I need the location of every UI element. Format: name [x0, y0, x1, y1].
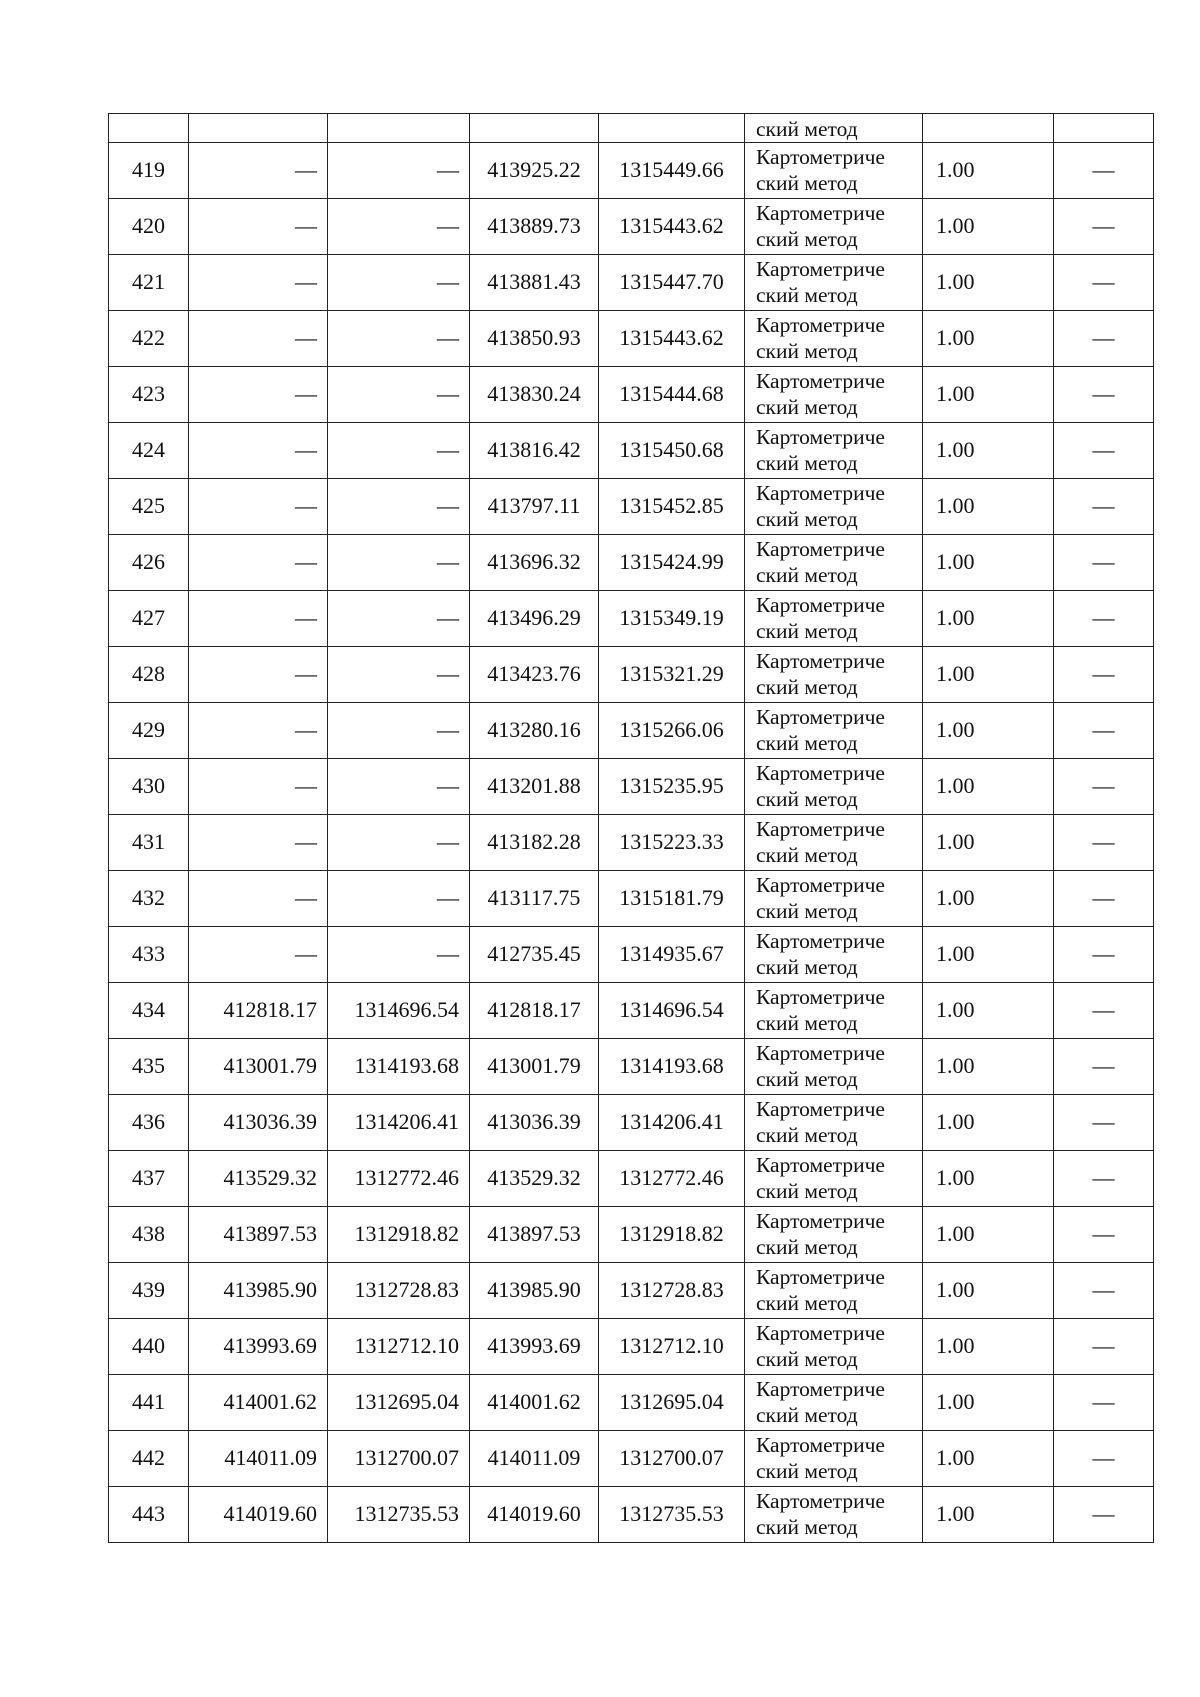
cell-note: — [1054, 591, 1154, 647]
cell-y-refined: 1312695.04 [599, 1375, 745, 1431]
cell-method: ский метод [745, 114, 923, 143]
cell-x-refined: 413897.53 [470, 1207, 599, 1263]
cell-point-number: 440 [109, 1319, 189, 1375]
cell-point-number: 426 [109, 535, 189, 591]
table-row [109, 143, 1154, 199]
cell-y-refined: 1315444.68 [599, 367, 745, 423]
cell-x-existing: — [189, 255, 328, 311]
cell-y-refined: 1315181.79 [599, 871, 745, 927]
table-row [109, 311, 1154, 367]
table-row [109, 871, 1154, 927]
table-row [109, 647, 1154, 703]
table-row [109, 1095, 1154, 1151]
cell-point-number: 427 [109, 591, 189, 647]
cell-y-refined: 1312772.46 [599, 1151, 745, 1207]
cell-x-refined: 413117.75 [470, 871, 599, 927]
cell-x-existing: — [189, 311, 328, 367]
cell-point-number: 434 [109, 983, 189, 1039]
cell-note: — [1054, 647, 1154, 703]
cell-x-existing: 414011.09 [189, 1431, 328, 1487]
cell-accuracy: 1.00 [923, 1039, 1054, 1095]
cell-method: Картометриче ский метод [745, 1151, 923, 1207]
cell-y-existing: — [328, 367, 470, 423]
cell-accuracy: 1.00 [923, 1375, 1054, 1431]
cell-note: — [1054, 143, 1154, 199]
cell-x-refined: 414019.60 [470, 1487, 599, 1543]
cell-y-existing: 1312918.82 [328, 1207, 470, 1263]
cell-y-existing: — [328, 871, 470, 927]
cell-x-refined: 414001.62 [470, 1375, 599, 1431]
cell-y-existing: — [328, 759, 470, 815]
cell-method: Картометриче ский метод [745, 759, 923, 815]
cell-accuracy: 1.00 [923, 815, 1054, 871]
cell-accuracy: 1.00 [923, 759, 1054, 815]
cell-note: — [1054, 871, 1154, 927]
cell-x-existing: 413036.39 [189, 1095, 328, 1151]
table-row [109, 1319, 1154, 1375]
cell-y-refined: 1315223.33 [599, 815, 745, 871]
cell-y-refined: 1315321.29 [599, 647, 745, 703]
table-row [109, 199, 1154, 255]
cell-note: — [1054, 479, 1154, 535]
cell-y-existing: — [328, 311, 470, 367]
cell-method: Картометриче ский метод [745, 1095, 923, 1151]
cell-method: Картометриче ский метод [745, 1487, 923, 1543]
cell-accuracy: 1.00 [923, 423, 1054, 479]
cell-point-number: 421 [109, 255, 189, 311]
cell-x-existing: — [189, 199, 328, 255]
cell-accuracy: 1.00 [923, 647, 1054, 703]
cell-point-number: 433 [109, 927, 189, 983]
cell-x-existing: — [189, 367, 328, 423]
cell-y-refined: 1315266.06 [599, 703, 745, 759]
cell-method: Картометриче ский метод [745, 927, 923, 983]
cell-method: Картометриче ский метод [745, 535, 923, 591]
cell-accuracy: 1.00 [923, 1095, 1054, 1151]
table-row [109, 759, 1154, 815]
cell-y-refined: 1315452.85 [599, 479, 745, 535]
cell-accuracy: 1.00 [923, 927, 1054, 983]
cell-x-refined: 413280.16 [470, 703, 599, 759]
table-row [109, 1207, 1154, 1263]
cell-point-number: 423 [109, 367, 189, 423]
cell-note: — [1054, 1375, 1154, 1431]
cell-x-refined: 413993.69 [470, 1319, 599, 1375]
cell-y-refined: 1315443.62 [599, 199, 745, 255]
cell-y-existing: 1312728.83 [328, 1263, 470, 1319]
cell-point-number: 431 [109, 815, 189, 871]
cell-method: Картометриче ский метод [745, 591, 923, 647]
table-row [109, 255, 1154, 311]
cell-point-number: 422 [109, 311, 189, 367]
cell-point-number: 428 [109, 647, 189, 703]
cell-method: Картометриче ский метод [745, 1263, 923, 1319]
cell-y-refined: 1314696.54 [599, 983, 745, 1039]
table-row [109, 1263, 1154, 1319]
cell-method: Картометриче ский метод [745, 703, 923, 759]
cell-note: — [1054, 1095, 1154, 1151]
cell-note: — [1054, 199, 1154, 255]
cell-y-refined: 1314935.67 [599, 927, 745, 983]
cell-x-refined: 413201.88 [470, 759, 599, 815]
cell-x-refined [470, 114, 599, 143]
cell-x-refined: 412818.17 [470, 983, 599, 1039]
cell-x-refined: 413816.42 [470, 423, 599, 479]
cell-accuracy: 1.00 [923, 871, 1054, 927]
cell-note: — [1054, 759, 1154, 815]
cell-note: — [1054, 1431, 1154, 1487]
cell-method: Картометриче ский метод [745, 255, 923, 311]
cell-note: — [1054, 1263, 1154, 1319]
cell-y-existing: — [328, 927, 470, 983]
cell-x-refined: 414011.09 [470, 1431, 599, 1487]
cell-note: — [1054, 311, 1154, 367]
cell-accuracy: 1.00 [923, 311, 1054, 367]
cell-x-existing: — [189, 591, 328, 647]
cell-point-number: 432 [109, 871, 189, 927]
cell-accuracy: 1.00 [923, 1487, 1054, 1543]
cell-y-refined: 1312712.10 [599, 1319, 745, 1375]
cell-x-existing: — [189, 143, 328, 199]
cell-y-existing: — [328, 143, 470, 199]
cell-point-number [109, 114, 189, 143]
cell-point-number: 441 [109, 1375, 189, 1431]
cell-method: Картометриче ский метод [745, 367, 923, 423]
cell-x-existing: 413001.79 [189, 1039, 328, 1095]
cell-point-number: 424 [109, 423, 189, 479]
cell-x-existing: — [189, 647, 328, 703]
cell-note: — [1054, 815, 1154, 871]
table-row [109, 1151, 1154, 1207]
cell-method: Картометриче ский метод [745, 199, 923, 255]
cell-x-refined: 413850.93 [470, 311, 599, 367]
cell-point-number: 443 [109, 1487, 189, 1543]
table-row [109, 1375, 1154, 1431]
cell-point-number: 438 [109, 1207, 189, 1263]
cell-note: — [1054, 703, 1154, 759]
cell-note: — [1054, 255, 1154, 311]
cell-x-refined: 413889.73 [470, 199, 599, 255]
cell-note: — [1054, 1151, 1154, 1207]
cell-x-existing: 413993.69 [189, 1319, 328, 1375]
cell-x-existing: 413985.90 [189, 1263, 328, 1319]
cell-x-existing: 413529.32 [189, 1151, 328, 1207]
cell-y-refined: 1315235.95 [599, 759, 745, 815]
cell-note: — [1054, 983, 1154, 1039]
cell-accuracy: 1.00 [923, 591, 1054, 647]
cell-x-refined: 413925.22 [470, 143, 599, 199]
cell-y-existing [328, 114, 470, 143]
cell-x-existing: — [189, 703, 328, 759]
cell-accuracy: 1.00 [923, 143, 1054, 199]
cell-accuracy: 1.00 [923, 255, 1054, 311]
cell-x-refined: 413881.43 [470, 255, 599, 311]
cell-accuracy: 1.00 [923, 1207, 1054, 1263]
cell-y-refined: 1315443.62 [599, 311, 745, 367]
cell-method: Картометриче ский метод [745, 1319, 923, 1375]
cell-point-number: 420 [109, 199, 189, 255]
cell-method: Картометриче ский метод [745, 871, 923, 927]
cell-note: — [1054, 927, 1154, 983]
cell-accuracy: 1.00 [923, 1263, 1054, 1319]
cell-y-refined: 1312735.53 [599, 1487, 745, 1543]
cell-accuracy [923, 114, 1054, 143]
cell-y-refined: 1315424.99 [599, 535, 745, 591]
cell-x-existing: 412818.17 [189, 983, 328, 1039]
cell-x-refined: 413797.11 [470, 479, 599, 535]
cell-y-existing: — [328, 703, 470, 759]
cell-accuracy: 1.00 [923, 479, 1054, 535]
cell-x-refined: 413830.24 [470, 367, 599, 423]
cell-y-existing: 1312772.46 [328, 1151, 470, 1207]
cell-y-refined: 1315349.19 [599, 591, 745, 647]
cell-x-refined: 413496.29 [470, 591, 599, 647]
cell-point-number: 419 [109, 143, 189, 199]
cell-x-refined: 412735.45 [470, 927, 599, 983]
cell-y-existing: — [328, 815, 470, 871]
cell-method: Картометриче ский метод [745, 311, 923, 367]
table-row [109, 1039, 1154, 1095]
table-row [109, 591, 1154, 647]
cell-note: — [1054, 1487, 1154, 1543]
cell-y-refined: 1312728.83 [599, 1263, 745, 1319]
cell-note: — [1054, 1319, 1154, 1375]
cell-y-existing: — [328, 199, 470, 255]
cell-note: — [1054, 423, 1154, 479]
cell-method: Картометриче ский метод [745, 423, 923, 479]
cell-x-refined: 413696.32 [470, 535, 599, 591]
cell-x-existing: — [189, 927, 328, 983]
cell-method: Картометриче ский метод [745, 1207, 923, 1263]
table-row [109, 703, 1154, 759]
cell-x-existing: 414019.60 [189, 1487, 328, 1543]
cell-y-refined: 1315447.70 [599, 255, 745, 311]
cell-point-number: 425 [109, 479, 189, 535]
cell-x-existing: — [189, 871, 328, 927]
table-row [109, 367, 1154, 423]
cell-y-existing: — [328, 647, 470, 703]
cell-y-existing: 1314193.68 [328, 1039, 470, 1095]
cell-y-existing: — [328, 479, 470, 535]
cell-method: Картометриче ский метод [745, 1039, 923, 1095]
cell-x-existing: — [189, 759, 328, 815]
cell-y-refined: 1312918.82 [599, 1207, 745, 1263]
cell-y-existing: — [328, 535, 470, 591]
cell-x-existing: — [189, 423, 328, 479]
cell-method: Картометриче ский метод [745, 647, 923, 703]
table-row [109, 815, 1154, 871]
cell-point-number: 430 [109, 759, 189, 815]
table-row-continued [109, 114, 1154, 143]
cell-y-existing: — [328, 423, 470, 479]
cell-x-existing: — [189, 479, 328, 535]
cell-y-existing: — [328, 591, 470, 647]
cell-y-existing: 1314206.41 [328, 1095, 470, 1151]
cell-y-existing: 1314696.54 [328, 983, 470, 1039]
cell-y-existing: 1312712.10 [328, 1319, 470, 1375]
table-row [109, 479, 1154, 535]
table-row [109, 1431, 1154, 1487]
table-row [109, 1487, 1154, 1543]
cell-x-existing: 414001.62 [189, 1375, 328, 1431]
cell-point-number: 442 [109, 1431, 189, 1487]
cell-method: Картометриче ский метод [745, 1375, 923, 1431]
cell-method: Картометриче ский метод [745, 479, 923, 535]
cell-y-refined [599, 114, 745, 143]
cell-method: Картометриче ский метод [745, 143, 923, 199]
cell-x-refined: 413529.32 [470, 1151, 599, 1207]
cell-accuracy: 1.00 [923, 1151, 1054, 1207]
cell-point-number: 436 [109, 1095, 189, 1151]
cell-method: Картометриче ский метод [745, 983, 923, 1039]
cell-point-number: 439 [109, 1263, 189, 1319]
cell-y-refined: 1314193.68 [599, 1039, 745, 1095]
cell-x-existing [189, 114, 328, 143]
table-row [109, 927, 1154, 983]
cell-y-existing: 1312695.04 [328, 1375, 470, 1431]
cell-x-existing: 413897.53 [189, 1207, 328, 1263]
cell-y-refined: 1314206.41 [599, 1095, 745, 1151]
cell-x-refined: 413036.39 [470, 1095, 599, 1151]
coordinates-table [108, 113, 1154, 1543]
cell-note [1054, 114, 1154, 143]
cell-note: — [1054, 1207, 1154, 1263]
cell-accuracy: 1.00 [923, 703, 1054, 759]
cell-accuracy: 1.00 [923, 983, 1054, 1039]
cell-note: — [1054, 535, 1154, 591]
table-row [109, 423, 1154, 479]
cell-x-refined: 413001.79 [470, 1039, 599, 1095]
cell-point-number: 429 [109, 703, 189, 759]
table-row [109, 983, 1154, 1039]
cell-y-existing: — [328, 255, 470, 311]
table-body [109, 114, 1154, 1543]
cell-note: — [1054, 367, 1154, 423]
cell-y-existing: 1312735.53 [328, 1487, 470, 1543]
cell-y-refined: 1315449.66 [599, 143, 745, 199]
table-row [109, 535, 1154, 591]
cell-y-refined: 1315450.68 [599, 423, 745, 479]
cell-accuracy: 1.00 [923, 367, 1054, 423]
cell-accuracy: 1.00 [923, 1431, 1054, 1487]
cell-accuracy: 1.00 [923, 199, 1054, 255]
cell-y-existing: 1312700.07 [328, 1431, 470, 1487]
cell-point-number: 435 [109, 1039, 189, 1095]
cell-y-refined: 1312700.07 [599, 1431, 745, 1487]
cell-x-refined: 413423.76 [470, 647, 599, 703]
cell-accuracy: 1.00 [923, 1319, 1054, 1375]
cell-method: Картометриче ский метод [745, 815, 923, 871]
cell-method: Картометриче ский метод [745, 1431, 923, 1487]
cell-x-refined: 413182.28 [470, 815, 599, 871]
cell-x-existing: — [189, 815, 328, 871]
cell-point-number: 437 [109, 1151, 189, 1207]
cell-accuracy: 1.00 [923, 535, 1054, 591]
cell-note: — [1054, 1039, 1154, 1095]
cell-x-existing: — [189, 535, 328, 591]
cell-x-refined: 413985.90 [470, 1263, 599, 1319]
